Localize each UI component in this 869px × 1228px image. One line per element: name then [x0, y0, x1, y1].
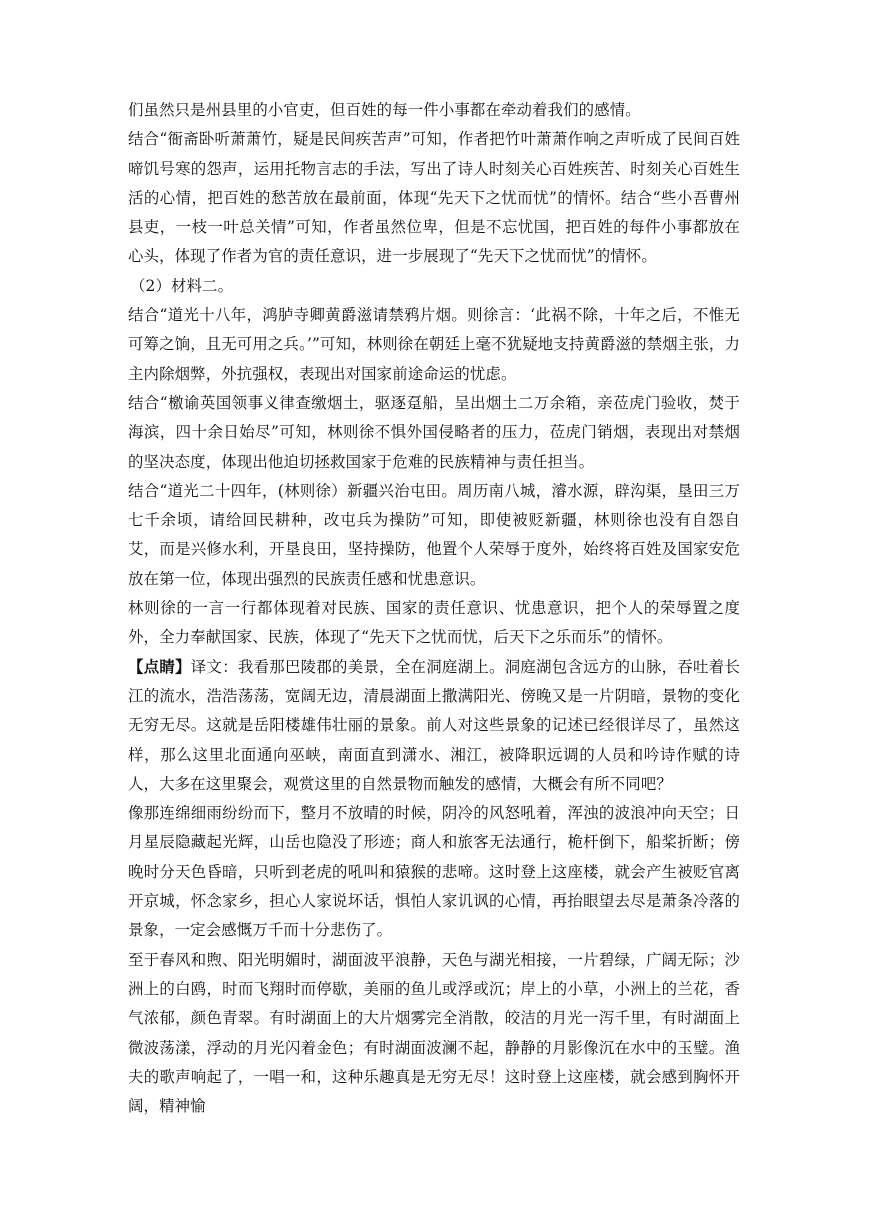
paragraph-summary: 林则徐的一言一行都体现着对民族、国家的责任意识、忧患意识，把个人的荣辱置之度外，全力奉献国家、民族，体现了“先天下之忧而忧，后天下之乐而乐”的情怀。 [128, 599, 740, 647]
paragraph-opium-ban: 结合“道光十八年，鸿胪寺卿黄爵滋请禁鸦片烟。则徐言：‘此祸不除，十年之后，不惟无可筹之饷，且无可用之兵。’”可知，林则徐在朝廷上毫不犹疑地支持黄爵滋的禁烟主张，力主内除烟弊，外抗强权，表现出对国家前途命运的忧虑。 [128, 306, 740, 383]
paragraph-dianjing-translation [128, 653, 740, 799]
paragraph-rainy-scene: 像那连绵细雨纷纷而下，整月不放晴的时候，阴冷的风怒吼着，浑浊的波浪冲向天空；日月星辰隐藏起光辉，山岳也隐没了形迹；商人和旅客无法通行，桅杆倒下，船桨折断；傍晚时分天色昏暗，只听到老虎的吼叫和猿猴的悲啼。这时登上这座楼，就会产生被贬官离开京城，怀念家乡，担心人家说坏话，惧怕人家讥讽的心情，再抬眼望去尽是萧条冷落的景象，一定会感慨万千而十分悲伤了。 [128, 804, 740, 940]
dianjing-text: 译文：我看那巴陵郡的美景，全在洞庭湖上。洞庭湖包含远方的山脉，吞吐着长江的流水，浩浩荡荡，宽阔无边，清晨湖面上撒满阳光、傍晚又是一片阴暗，景物的变化无穷无尽。这就是岳阳楼雄伟壮丽的景象。前人对这些景象的记述已经很详尽了，虽然这样，那么这里北面通向巫峡，南面直到潇水、湘江，被降职远调的人员和吟诗作赋的诗人，大多在这里聚会，观赏这里的自然景物而触发的感情，大概会有所不同吧？ [128, 657, 740, 793]
paragraph-poem-analysis: 结合“衙斋卧听萧萧竹，疑是民间疾苦声”可知，作者把竹叶萧萧作响之声听成了民间百姓啼饥号寒的怨声，运用托物言志的手法，写出了诗人时刻关心百姓疾苦、时刻关心百姓生活的心情，把百姓的愁苦放在最前面，体现“先天下之忧而忧”的情怀。结合“些小吾曹州县吏，一枝一叶总关情”可知，作者虽然位卑，但是不忘忧国，把百姓的每件小事都放在心头，体现了作者为官的责任意识，进一步展现了“先天下之忧而忧”的情怀。 [128, 130, 740, 266]
paragraph-humen-destruction: 结合“檄谕英国领事义律查缴烟土，驱逐趸船，呈出烟土二万余箱，亲莅虎门验收，焚于海滨，四十余日始尽”可知，林则徐不惧外国侵略者的压力，莅虎门销烟，表现出对禁烟的坚决态度，体现出他迫切拯救国家于危难的民族精神与责任担当。 [128, 393, 740, 471]
paragraph-spring-scene: 至于春风和煦、阳光明媚时，湖面波平浪静，天色与湖光相接，一片碧绿，广阔无际；沙洲上的白鸥，时而飞翔时而停歇，美丽的鱼儿或浮或沉；岸上的小草，小洲上的兰花，香气浓郁，颜色青翠。有时湖面上的大片烟雾完全消散，皎洁的月光一泻千里，有时湖面上微波荡漾，浮动的月光闪着金色；有时湖面波澜不起，静静的月影像沉在水中的玉璧。渔夫的歌声响起了，一唱一和，这种乐趣真是无穷无尽！这时登上这座楼，就会感到胸怀开阔，精神愉 [128, 950, 740, 1116]
paragraph-xinjiang: 结合“道光二十四年，(林则徐）新疆兴治屯田。周历南八城，濬水源，辟沟渠，垦田三万七千余顷，请给回民耕种，改屯兵为操防”可知，即使被贬新疆，林则徐也没有自怨自艾，而是兴修水利，开垦良田，坚持操防，他置个人荣辱于度外，始终将百姓及国家安危放在第一位，体现出强烈的民族责任感和忧患意识。 [128, 481, 740, 588]
paragraph-continuation: 们虽然只是州县里的小官吏，但百姓的每一件小事都在牵动着我们的感情。 [128, 101, 641, 119]
dianjing-tag: 【点睛】 [128, 657, 191, 676]
document-page [128, 96, 740, 1121]
section-label-material-two: （2）材料二。 [130, 276, 234, 295]
